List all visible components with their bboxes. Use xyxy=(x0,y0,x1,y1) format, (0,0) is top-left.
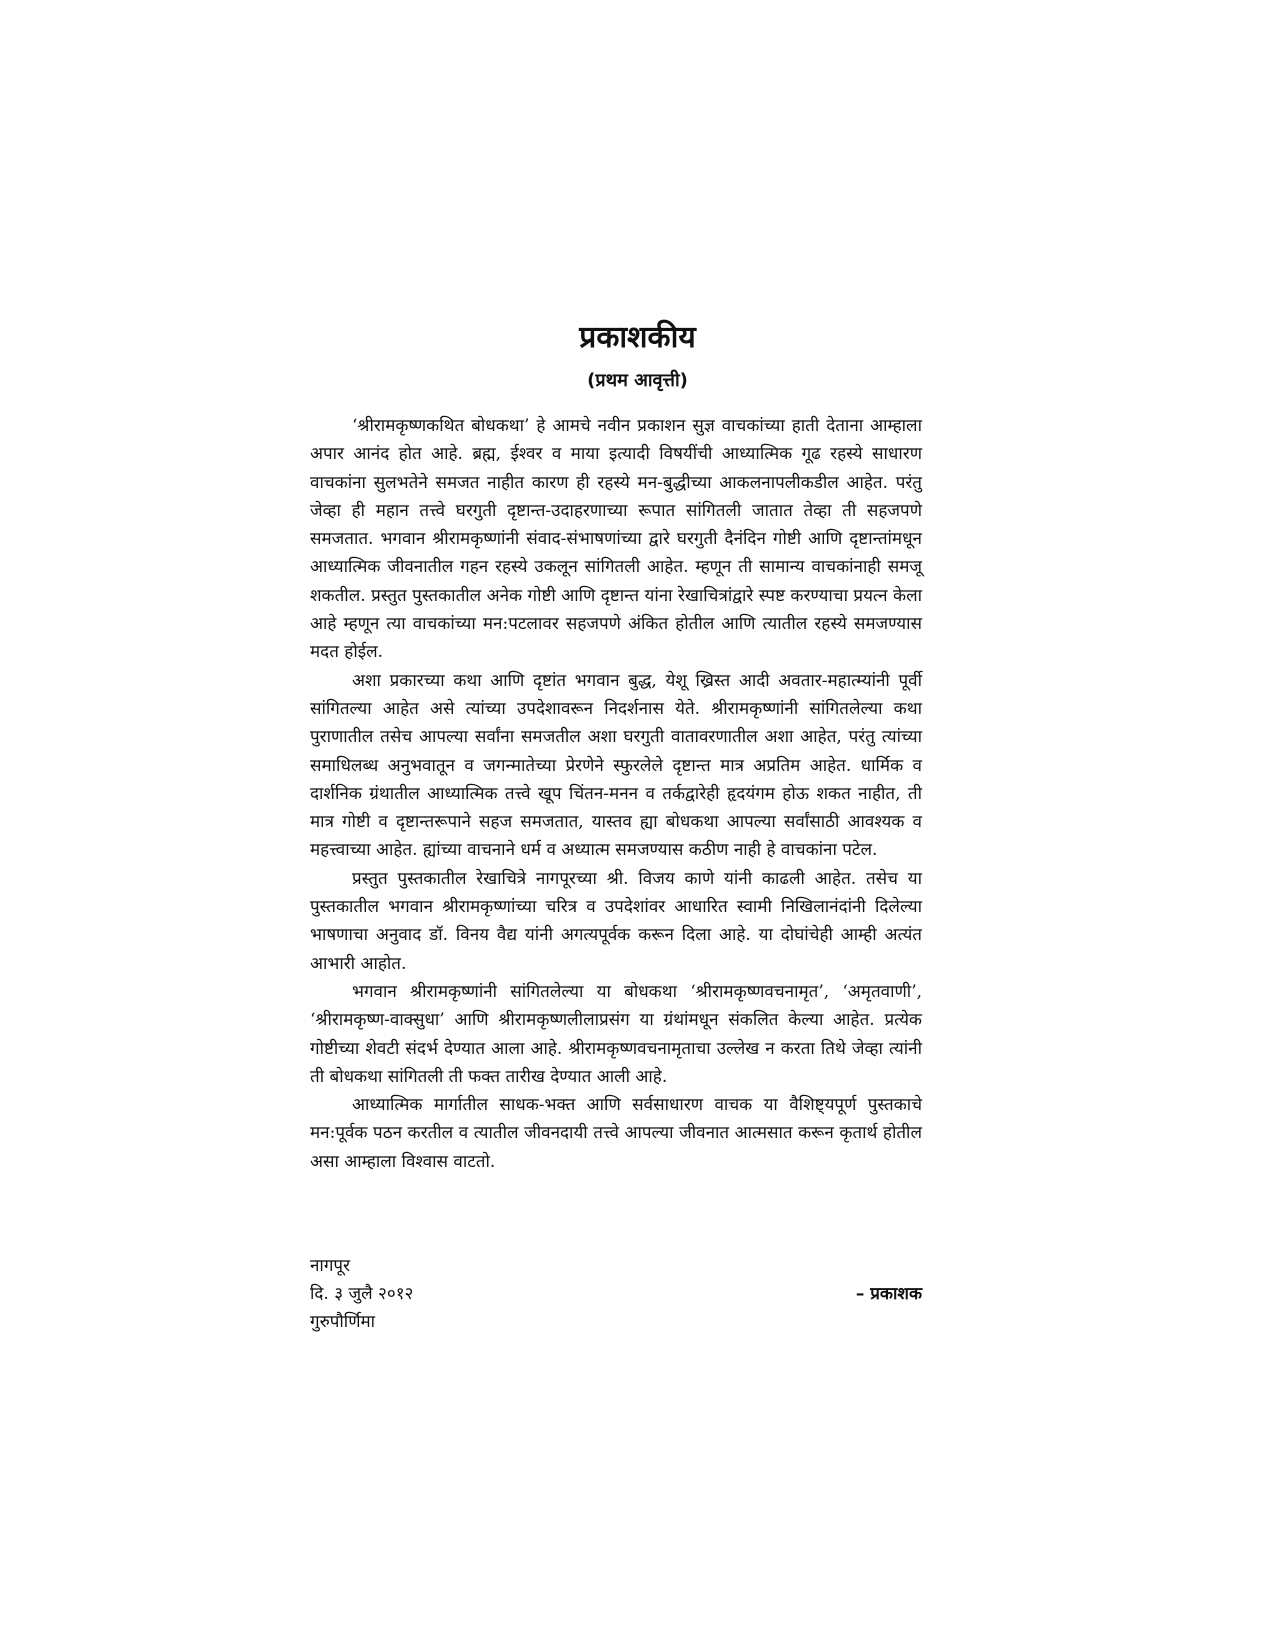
page-title: प्रकाशकीय xyxy=(579,320,696,355)
footer-date: दि. ३ जुलै २०१२ xyxy=(310,1284,414,1304)
paragraph-1: ‘श्रीरामकृष्णकथित बोधकथा’ हे आमचे नवीन प्रकाशन सुज्ञ वाचकांच्या हाती देताना आम्हाला अपार आनंद होत आहे. ब्रह्म, ईश्वर व माया इत्यादी विषयींची आध्यात्मिक गूढ रहस्ये साधारण वाचकांना सुलभतेने समजत नाहीत कारण ही रहस्ये मन-बुद्धीच्या आकलनापलीकडील आहेत. परंतु जेव्हा ही महान तत्त्वे घरगुती दृष्टान्त-उदाहरणाच्या रूपात सांगितली जातात तेव्हा ती सहजपणे समजतात. भगवान श्रीरामकृष्णांनी संवाद-संभाषणांच्या द्वारे घरगुती दैनंदिन गोष्टी आणि दृष्टान्तांमधून आध्यात्मिक जीवनातील गहन रहस्ये उकलून सांगितली आहेत. म्हणून ती सामान्य वाचकांनाही समजू शकतील. प्रस्तुत पुस्तकातील अनेक गोष्टी आणि दृष्टान्त यांना रेखाचित्रांद्वारे स्पष्ट करण्याचा प्रयत्न केला आहे म्हणून त्या वाचकांच्या मन:पटलावर सहजपणे अंकित होतील आणि त्यातील रहस्ये समजण्यास मदत होईल. xyxy=(310,416,922,663)
paragraph-4: भगवान श्रीरामकृष्णांनी सांगितलेल्या या बोधकथा ‘श्रीरामकृष्णवचनामृत’, ‘अमृतवाणी’, ‘श्रीरामकृष्ण-वाक्सुधा’ आणि श्रीरामकृष्णलीलाप्रसंग या ग्रंथांमधून संकलित केल्या आहेत. प्रत्येक गोष्टीच्या शेवटी संदर्भ देण्यात आला आहे. श्रीरामकृष्णवचनामृताचा उल्लेख न करता तिथे जेव्हा त्यांनी ती बोधकथा सांगितली ती फक्त तारीख देण्यात आली आहे. xyxy=(310,981,923,1087)
paragraph-2: अशा प्रकारच्या कथा आणि दृष्टांत भगवान बुद्ध, येशू ख्रिस्त आदी अवतार-महात्म्यांनी पूर्वी सांगितल्या आहेत असे त्यांच्या उपदेशावरून निदर्शनास येते. श्रीरामकृष्णांनी सांगितलेल्या कथा पुराणातील तसेच आपल्या सर्वांना समजतील अशा घरगुती वातावरणातील अशा आहेत, परंतु त्यांच्या समाधिलब्ध अनुभवातून व जगन्मातेच्या प्रेरणेने स्फुरलेले दृष्टान्त मात्र अप्रतिम आहेत. धार्मिक व दार्शनिक ग्रंथातील आध्यात्मिक तत्त्वे खूप चिंतन-मनन व तर्कद्वारेही हृदयंगम होऊ शकत नाहीत, ती मात्र गोष्टी व दृष्टान्तरूपाने सहज समजतात, यास्तव ह्या बोधकथा आपल्या सर्वांसाठी आवश्यक व महत्त्वाच्या आहेत. ह्यांच्या वाचनाने धर्म व अध्यात्म समजण्यास कठीण नाही हे वाचकांना पटेल. xyxy=(310,670,922,861)
paragraph-5: आध्यात्मिक मार्गातील साधक-भक्त आणि सर्वसाधारण वाचक या वैशिष्ट्यपूर्ण पुस्तकाचे मन:पूर्वक पठन करतील व त्यातील जीवनदायी तत्त्वे आपल्या जीवनात आत्मसात करून कृतार्थ होतील असा आम्हाला विश्वास वाटतो. xyxy=(310,1095,922,1172)
page-subtitle: (प्रथम आवृत्ती) xyxy=(587,370,688,391)
footer-place: नागपूर xyxy=(310,1256,351,1276)
footer-place-date xyxy=(310,1252,610,1336)
footer-occasion: गुरुपौर्णिमा xyxy=(310,1312,376,1332)
publisher-signature: – प्रकाशक xyxy=(855,1284,922,1304)
paragraph-3: प्रस्तुत पुस्तकातील रेखाचित्रे नागपूरच्या श्री. विजय काणे यांनी काढली आहेत. तसेच या पुस्तकातील भगवान श्रीरामकृष्णांच्या चरित्र व उपदेशांवर आधारित स्वामी निखिलानंदांनी दिलेल्या भाषणाचा अनुवाद डॉ. विनय वैद्य यांनी अगत्यपूर्वक करून दिला आहे. या दोघांचेही आम्ही अत्यंत आभारी आहोत. xyxy=(310,868,922,974)
body-text xyxy=(310,412,922,1176)
